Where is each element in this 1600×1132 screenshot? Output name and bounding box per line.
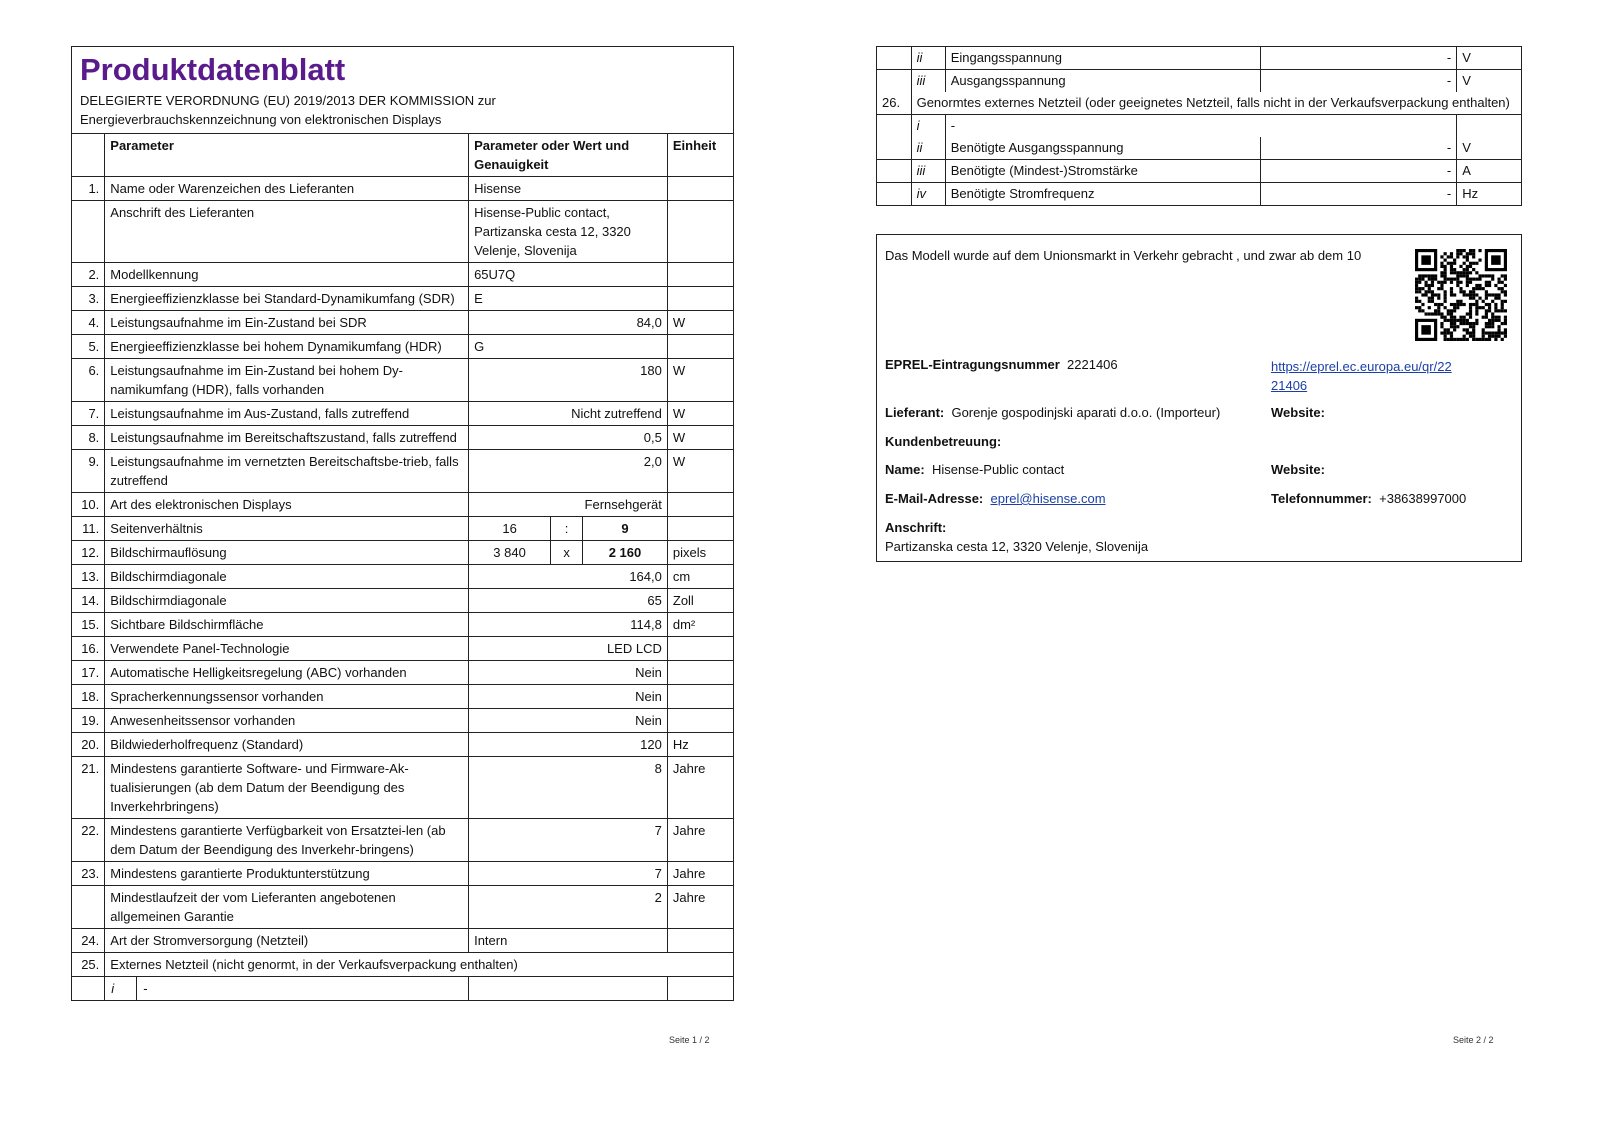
row-value: Nicht zutreffend (469, 402, 668, 426)
supplier-label: Lieferant: (885, 405, 945, 420)
row-num: 11. (72, 517, 105, 541)
phone-label: Telefonnummer: (1271, 491, 1372, 506)
row-param: Genormtes externes Netzteil (oder geeignetes Netzteil, falls nicht in der Verkaufsverpackung enthalten) (911, 92, 1521, 115)
row-num: 10. (72, 493, 105, 517)
row-param: Automatische Helligkeitsregelung (ABC) vorhanden (105, 661, 469, 685)
address-label: Anschrift: (885, 520, 947, 535)
table-row (72, 709, 733, 733)
aspect-width: 16 (469, 517, 551, 540)
row-param: Spracherkennungssensor vorhanden (105, 685, 469, 709)
row-num: 8. (72, 426, 105, 450)
row-unit (667, 929, 733, 953)
row-param: Bildschirmdiagonale (105, 565, 469, 589)
row-value: 7 (469, 819, 668, 862)
row-param: Mindestens garantierte Produktunterstützung (105, 862, 469, 886)
table-row (72, 733, 733, 757)
row-value: 2,0 (469, 450, 668, 493)
table-row (72, 757, 733, 819)
row-value: 120 (469, 733, 668, 757)
row-param: Verwendete Panel-Technologie (105, 637, 469, 661)
row-num: 21. (72, 757, 105, 819)
table-row (877, 183, 1521, 206)
name-value: Hisense-Public contact (931, 462, 1065, 477)
table-row (72, 685, 733, 709)
row-unit: Hz (667, 733, 733, 757)
row-param: Ausgangsspannung (945, 70, 1260, 93)
row-value: 164,0 (469, 565, 668, 589)
row-param: Name oder Warenzeichen des Lieferanten (105, 177, 469, 201)
subtitle-line-2: Energieverbrauchskennzeichnung von elektronischen Displays (80, 112, 442, 127)
row-unit: cm (667, 565, 733, 589)
continuation-table-grid (877, 47, 1521, 205)
header-parameter: Parameter (105, 134, 469, 177)
row-value: LED LCD (469, 637, 668, 661)
row-value: - (1260, 70, 1457, 93)
row-param: Leistungsaufnahme im vernetzten Bereitschaftsbe-trieb, falls zutreffend (105, 450, 469, 493)
row-num: 13. (72, 565, 105, 589)
row-param: Leistungsaufnahme im Ein-Zustand bei hohem Dy-namikumfang (HDR), falls vorhanden (105, 359, 469, 402)
website-label: Website: (1271, 405, 1325, 420)
row-value: 0,5 (469, 426, 668, 450)
table-row (877, 137, 1521, 160)
table-row (72, 201, 733, 263)
row-param: Energieeffizienzklasse bei Standard-Dynamikumfang (SDR) (105, 287, 469, 311)
parameter-table (72, 133, 733, 1000)
row-value: 65 (469, 589, 668, 613)
row-value: - (1260, 47, 1457, 70)
page-footer: Seite 2 / 2 (1453, 1035, 1494, 1045)
row-param: Mindestens garantierte Verfügbarkeit von Ersatztei-len (ab dem Datum der Beendigung des Inverkehr-bringens) (105, 819, 469, 862)
row-num (877, 115, 911, 138)
page-footer: Seite 1 / 2 (669, 1035, 710, 1045)
row-unit (667, 661, 733, 685)
table-row (72, 402, 733, 426)
row-param: Bildschirmdiagonale (105, 589, 469, 613)
table-row (877, 92, 1521, 115)
table-row (72, 886, 733, 929)
row-num (72, 977, 105, 1001)
row-param: Sichtbare Bildschirmfläche (105, 613, 469, 637)
row-value: 65U7Q (469, 263, 668, 287)
table-row (877, 115, 1521, 138)
email-label: E-Mail-Adresse: (885, 491, 984, 506)
website-label-2: Website: (1271, 462, 1325, 477)
row-unit: Hz (1457, 183, 1521, 206)
row-unit: V (1457, 137, 1521, 160)
row-value: - (143, 981, 148, 996)
row-num: 3. (72, 287, 105, 311)
row-num (877, 70, 911, 93)
eprel-link-line-1[interactable]: https://eprel.ec.europa.eu/qr/22 (1271, 359, 1452, 374)
row-num (877, 47, 911, 70)
row-value: Nein (469, 685, 668, 709)
resolution-height: 2 160 (608, 545, 642, 560)
table-row (72, 613, 733, 637)
product-data-sheet (71, 46, 734, 1001)
regulation-subtitle (72, 89, 733, 133)
row-unit (667, 685, 733, 709)
row-value: Hisense-Public contact, Partizanska cesta 12, 3320 Velenje, Slovenija (469, 201, 668, 263)
row-unit (667, 263, 733, 287)
phone-value: +38638997000 (1379, 491, 1467, 506)
row-param: Externes Netzteil (nicht genormt, in der Verkaufsverpackung enthalten) (105, 953, 733, 977)
row-param: Bildschirmauflösung (105, 541, 469, 565)
subtitle-line-1: DELEGIERTE VERORDNUNG (EU) 2019/2013 DER KOMMISSION zur (80, 93, 496, 108)
table-row (72, 977, 733, 1001)
row-param: Leistungsaufnahme im Ein-Zustand bei SDR (105, 311, 469, 335)
eprel-link-line-2[interactable]: 21406 (1271, 378, 1308, 393)
address-value: Partizanska cesta 12, 3320 Velenje, Slovenija (885, 539, 1149, 554)
row-value (469, 541, 668, 565)
row-num: 20. (72, 733, 105, 757)
row-unit: A (1457, 160, 1521, 183)
row-num: 9. (72, 450, 105, 493)
row-value: E (469, 287, 668, 311)
row-unit: W (667, 311, 733, 335)
table-row (72, 287, 733, 311)
table-row (72, 263, 733, 287)
supplier-value: Gorenje gospodinjski aparati d.o.o. (Importeur) (951, 405, 1221, 420)
page-title: Produktdatenblatt (80, 52, 346, 87)
row-num: 2. (72, 263, 105, 287)
row-sub (105, 977, 469, 1001)
email-link[interactable]: eprel@hisense.com (990, 491, 1106, 506)
row-unit (667, 335, 733, 359)
row-roman: iii (911, 70, 945, 93)
row-unit: Jahre (667, 886, 733, 929)
row-param: Art der Stromversorgung (Netzteil) (105, 929, 469, 953)
row-num: 16. (72, 637, 105, 661)
table-header-row (72, 134, 733, 177)
row-roman: iv (911, 183, 945, 206)
table-row (877, 47, 1521, 70)
row-value: 7 (469, 862, 668, 886)
row-param: Mindestens garantierte Software- und Firmware-Ak-tualisierungen (ab dem Datum der Beendigung des Inverkehrbringens) (105, 757, 469, 819)
row-unit: dm² (667, 613, 733, 637)
header-value: Parameter oder Wert und Genauigkeit (469, 134, 668, 177)
row-unit: Jahre (667, 757, 733, 819)
row-num: 4. (72, 311, 105, 335)
row-num: 5. (72, 335, 105, 359)
row-value: Fernsehgerät (469, 493, 668, 517)
row-value (469, 517, 668, 541)
row-num: 15. (72, 613, 105, 637)
row-num: 24. (72, 929, 105, 953)
row-unit (667, 201, 733, 263)
eprel-label: EPREL-Eintragungsnummer (885, 357, 1060, 372)
row-param: Eingangsspannung (945, 47, 1260, 70)
table-row (72, 426, 733, 450)
row-param: Leistungsaufnahme im Aus-Zustand, falls zutreffend (105, 402, 469, 426)
row-param: Benötigte Stromfrequenz (945, 183, 1260, 206)
row-value: 2 (469, 886, 668, 929)
row-value: - (1260, 160, 1457, 183)
row-unit: Jahre (667, 819, 733, 862)
row-value-empty (469, 977, 668, 1001)
row-value: 8 (469, 757, 668, 819)
row-unit: W (667, 359, 733, 402)
row-num (877, 183, 911, 206)
table-row (72, 661, 733, 685)
row-num: 12. (72, 541, 105, 565)
table-row (72, 335, 733, 359)
row-num: 26. (877, 92, 911, 115)
row-unit: W (667, 402, 733, 426)
row-value: Intern (469, 929, 668, 953)
row-value: - (1260, 137, 1457, 160)
row-param: Bildwiederholfrequenz (Standard) (105, 733, 469, 757)
eprel-link[interactable] (1271, 357, 1452, 395)
row-param: Leistungsaufnahme im Bereitschaftszustand, falls zutreffend (105, 426, 469, 450)
row-unit-empty (667, 977, 733, 1001)
row-value: 180 (469, 359, 668, 402)
page-2 (800, 0, 1600, 1132)
table-row (72, 450, 733, 493)
row-value: Nein (469, 661, 668, 685)
row-num: 1. (72, 177, 105, 201)
table-row (72, 929, 733, 953)
table-row (72, 493, 733, 517)
row-num: 7. (72, 402, 105, 426)
row-unit (667, 709, 733, 733)
row-param: Mindestlaufzeit der vom Lieferanten angebotenen allgemeinen Garantie (105, 886, 469, 929)
row-roman: ii (911, 47, 945, 70)
row-roman: i (105, 977, 137, 1000)
table-row (72, 541, 733, 565)
row-value: G (469, 335, 668, 359)
table-row (72, 177, 733, 201)
aspect-height: 9 (621, 521, 629, 536)
row-num (877, 137, 911, 160)
row-unit: Jahre (667, 862, 733, 886)
table-row (72, 517, 733, 541)
row-unit (1457, 115, 1521, 138)
row-unit (667, 287, 733, 311)
resolution-separator: x (551, 541, 583, 564)
row-unit: V (1457, 70, 1521, 93)
table-row (72, 565, 733, 589)
aspect-separator: : (551, 517, 583, 540)
resolution-width: 3 840 (469, 541, 551, 564)
row-unit (667, 637, 733, 661)
eprel-number: 2221406 (1067, 357, 1118, 372)
row-param: Anschrift des Lieferanten (105, 201, 469, 263)
row-value: - (1260, 183, 1457, 206)
qr-code-icon[interactable] (1415, 249, 1507, 341)
row-unit: pixels (667, 541, 733, 565)
table-row (72, 862, 733, 886)
row-num: 25. (72, 953, 105, 977)
row-num: 17. (72, 661, 105, 685)
row-param: Art des elektronischen Displays (105, 493, 469, 517)
table-row (877, 70, 1521, 93)
market-date-text: Das Modell wurde auf dem Unionsmarkt in Verkehr gebracht , und zwar ab dem 10 (885, 248, 1362, 263)
row-roman: i (911, 115, 945, 138)
row-num: 18. (72, 685, 105, 709)
row-roman: iii (911, 160, 945, 183)
row-num: 22. (72, 819, 105, 862)
continuation-table (876, 46, 1522, 206)
row-num (877, 160, 911, 183)
row-unit: Zoll (667, 589, 733, 613)
row-value: Hisense (469, 177, 668, 201)
row-num: 14. (72, 589, 105, 613)
name-label: Name: (885, 462, 925, 477)
row-unit: W (667, 450, 733, 493)
row-unit (667, 517, 733, 541)
row-value: Nein (469, 709, 668, 733)
row-num: 6. (72, 359, 105, 402)
table-row (72, 819, 733, 862)
row-param: Benötigte Ausgangsspannung (945, 137, 1260, 160)
row-unit: W (667, 426, 733, 450)
row-roman: ii (911, 137, 945, 160)
row-param: Benötigte (Mindest-)Stromstärke (945, 160, 1260, 183)
row-unit: V (1457, 47, 1521, 70)
row-param: Modellkennung (105, 263, 469, 287)
table-row (72, 359, 733, 402)
customer-service-label: Kundenbetreuung: (885, 434, 1002, 449)
row-param: Anwesenheitssensor vorhanden (105, 709, 469, 733)
table-row (72, 311, 733, 335)
header-num (72, 134, 105, 177)
row-num: 19. (72, 709, 105, 733)
row-value: 114,8 (469, 613, 668, 637)
row-num (72, 201, 105, 263)
row-num (72, 886, 105, 929)
row-num: 23. (72, 862, 105, 886)
table-row (72, 637, 733, 661)
row-param: Energieeffizienzklasse bei hohem Dynamikumfang (HDR) (105, 335, 469, 359)
row-value: - (945, 115, 1457, 138)
row-unit (667, 493, 733, 517)
table-row (877, 160, 1521, 183)
header-unit: Einheit (667, 134, 733, 177)
table-row (72, 953, 733, 977)
supplier-info-box (876, 234, 1522, 562)
row-value: 84,0 (469, 311, 668, 335)
table-row (72, 589, 733, 613)
row-unit (667, 177, 733, 201)
row-param: Seitenverhältnis (105, 517, 469, 541)
